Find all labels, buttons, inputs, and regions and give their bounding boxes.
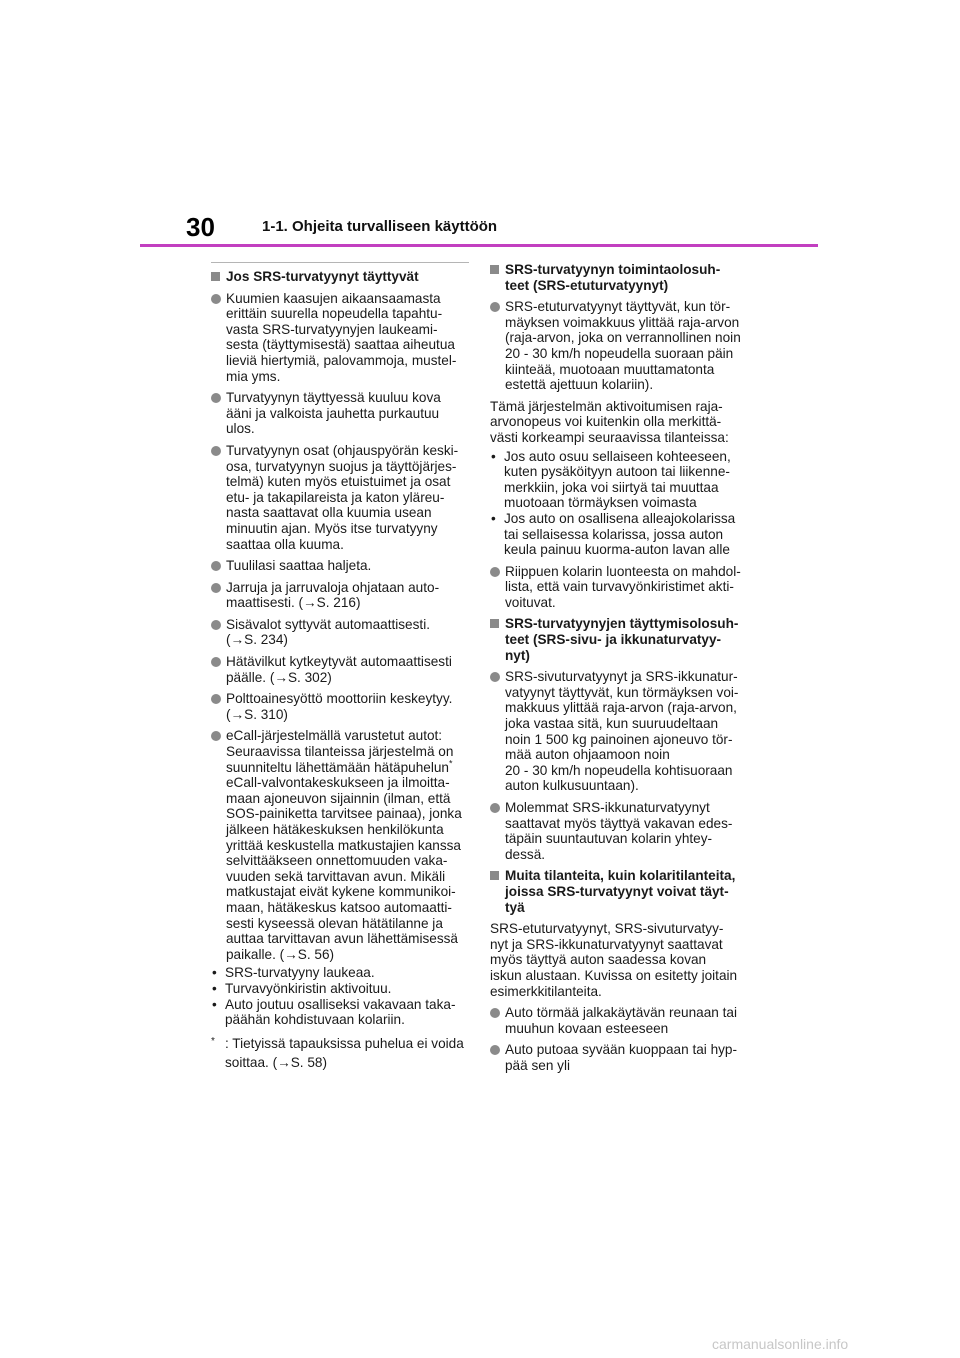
bullet-item: Jarruja ja jarruvaloja ohjataan auto- maattisesti. (→S. 216): [211, 580, 469, 611]
bullet-item-ecall: [211, 728, 469, 962]
dot-list: [490, 449, 752, 558]
dot-item: • SRS-turvatyyny laukeaa.: [211, 965, 469, 981]
dot-item: • Jos auto on osallisena alleajokolarissa tai sellaisessa kolarissa, jossa auton keula painuu kuorma-auton lavan alle: [490, 511, 752, 558]
footnote-mark: *: [211, 1035, 215, 1047]
bullet-item: Auto putoaa syvään kuoppaan tai hyp- pää sen yli: [490, 1042, 752, 1073]
bullet-item: Sisävalot syttyvät automaattisesti. (→S. 234): [211, 617, 469, 648]
dot-list: [211, 965, 469, 1027]
page-number: 30: [186, 212, 215, 242]
left-column: [211, 262, 469, 1072]
dot-item: • Turvavyönkiristin aktivoituu.: [211, 981, 469, 997]
ecall-text-part2: eCall-valvontakeskukseen ja ilmoitta- maan ajoneuvon sijainnin (ilman, että SOS-painiketta tarvitsee painaa), jonka jälkeen hätäkeskuksen henkilökunta yrittää keskustella matkustajien kanssa selvittääkseen onnettomuuden vaka- vuuden sekä tarvittavan avun. Mikäli matkustajat eivät kykene kommunikoi- maan, hätäkeskus katsoo automaatti- sesti kyseessä olevan hätätilanne ja auttaa tarvittavan avun lähettämisessä paikalle. (→S. 56): [226, 775, 462, 962]
footnote: [211, 1034, 469, 1072]
watermark: carmanualsonline.info: [712, 1336, 849, 1352]
bullet-item: Turvatyynyn osat (ohjauspyörän keski- osa, turvatyynyn suojus ja täyttöjärjes- telmä) kuten myös etuistuimet ja osat etu- ja takapilareista ja katon yläreu- nasta saattavat olla kuumia usean minuutin ajan. Myös itse turvatyyny saattaa olla kuuma.: [211, 443, 469, 552]
chapter-title: 1-1. Ohjeita turvalliseen käyttöön: [262, 218, 498, 235]
bullet-item: Tuulilasi saattaa haljeta.: [211, 558, 469, 574]
section-heading: SRS-turvatyynyjen täyttymisolosuh- teet (SRS-sivu- ja ikkunaturvatyy- nyt): [490, 616, 752, 663]
header-rule: [140, 244, 818, 247]
bullet-item: Auto törmää jalkakäytävän reunaan tai muuhun kovaan esteeseen: [490, 1005, 752, 1036]
section-heading: SRS-turvatyynyn toimintaolosuh- teet (SRS-etuturvatyynyt): [490, 262, 752, 293]
paragraph: SRS-etuturvatyynyt, SRS-sivuturvatyy- nyt ja SRS-ikkunaturvatyynyt saattavat myös täyttyä auton saadessa kovan iskun alustaan. Kuvissa on esitetty joitain esimerkkitilanteita.: [490, 921, 738, 999]
section-heading: Jos SRS-turvatyynyt täyttyvät: [211, 269, 469, 285]
paragraph: Tämä järjestelmän aktivoitumisen raja- arvonopeus voi kuitenkin olla merkittä- västi korkeampi seuraavissa tilanteissa:: [490, 398, 729, 445]
dot-item: • Jos auto osuu sellaiseen kohteeseen, kuten pysäköityyn autoon tai liikenne- merkkiin, joka voi siirtyä tai muuttaa muotoaan törmäyksen voimasta: [490, 449, 752, 511]
right-column: [490, 262, 752, 1080]
bullet-item: Molemmat SRS-ikkunaturvatyynyt saattavat myös täyttyä vakavan edes- täpäin suuntautuvan kolarin yhtey- dessä.: [490, 800, 752, 862]
bullet-item: Hätävilkut kytkeytyvät automaattisesti päälle. (→S. 302): [211, 654, 469, 685]
footnote-text: : Tietyissä tapauksissa puhelua ei voida soittaa. (→S. 58): [225, 1035, 464, 1070]
dot-item: • Auto joutuu osalliseksi vakavaan taka- päähän kohdistuvaan kolariin.: [211, 997, 469, 1028]
bullet-item: Kuumien kaasujen aikaansaamasta erittäin suurella nopeudella tapahtu- vasta SRS-turvatyynyjen laukeami- sesta (täyttymisestä) saattaa aiheutua lieviä hiertymiä, palovammoja, mustel- mia yms.: [211, 291, 469, 385]
bullet-item: Riippuen kolarin luonteesta on mahdol- lista, että vain turvavyönkiristimet akti- voituvat.: [490, 564, 752, 611]
bullet-item: Polttoainesyöttö moottoriin keskeytyy. (→S. 310): [211, 691, 469, 722]
section-heading: Muita tilanteita, kuin kolaritilanteita, joissa SRS-turvatyynyt voivat täyt- tyä: [490, 868, 752, 915]
footnote-marker: *: [448, 758, 453, 769]
bullet-item: SRS-etuturvatyynyt täyttyvät, kun tör- mäyksen voimakkuus ylittää raja-arvon (raja-arvon, joka on verrannollinen noin 20 - 30 km/h nopeudella suoraan päin kiinteää, muotoaan muuttamatonta estettä ajettuun kolariin).: [490, 299, 752, 393]
column-divider: [211, 262, 469, 263]
bullet-item: Turvatyynyn täyttyessä kuuluu kova ääni ja valkoista jauhetta purkautuu ulos.: [211, 390, 469, 437]
ecall-text-part1: eCall-järjestelmällä varustetut autot: Seuraavissa tilanteissa järjestelmä on suunniteltu lähettämään hätäpuhelun: [226, 728, 454, 775]
bullet-item: SRS-sivuturvatyynyt ja SRS-ikkunatur- vatyynyt täyttyvät, kun törmäyksen voi- makkuus ylittää raja-arvon (raja-arvon, joka vastaa sitä, kun suuruudeltaan noin 1 500 kg painoinen ajoneuvo tör- mää auton ohjaamoon noin 20 - 30 km/h nopeudella kohtisuoraan auton kulkusuuntaan).: [490, 669, 752, 794]
